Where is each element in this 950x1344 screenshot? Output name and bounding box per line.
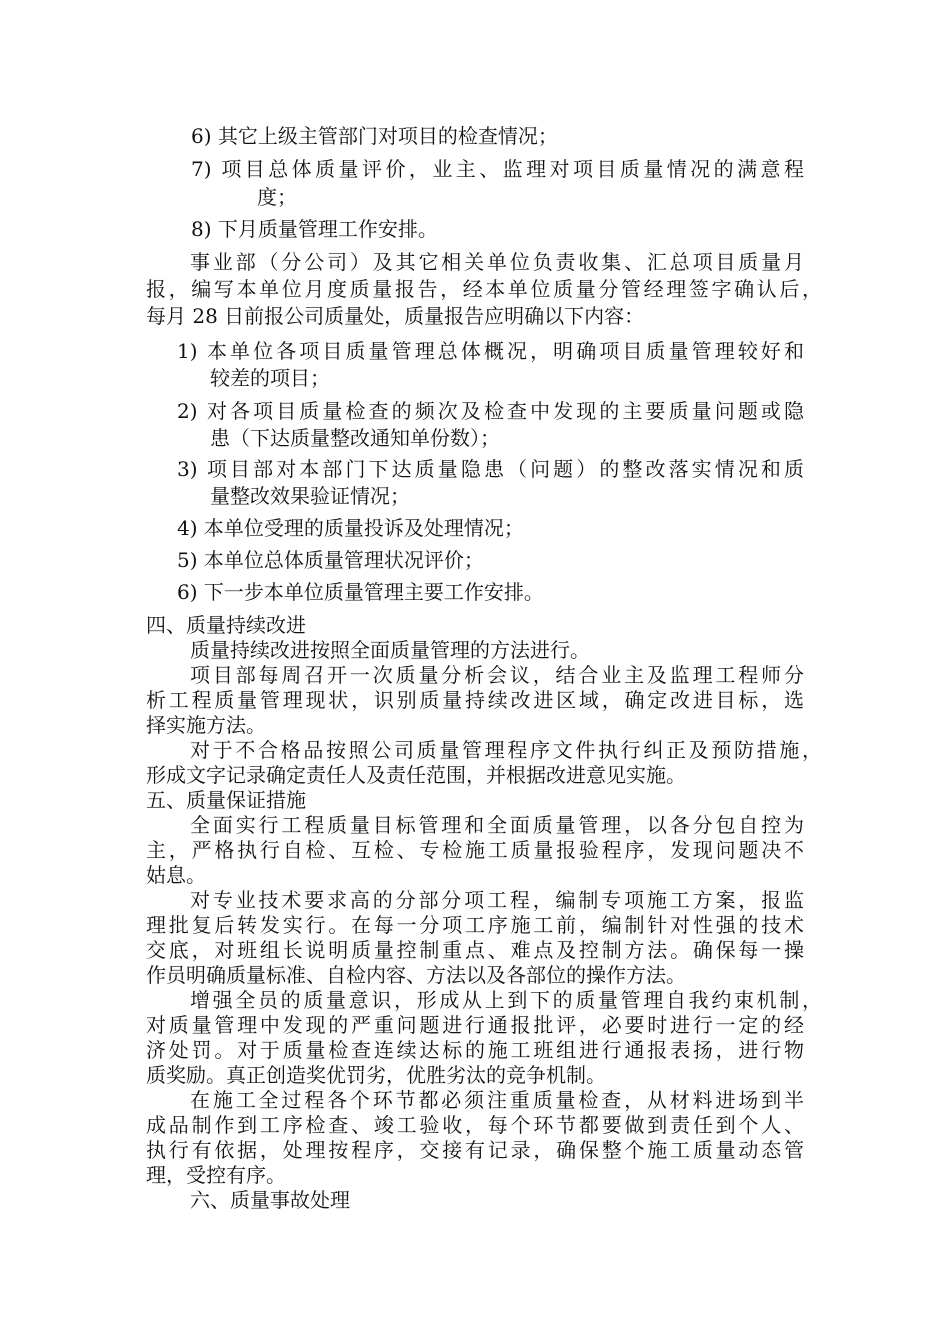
paragraph-line: 对专业技术要求高的分部分项工程，编制专项施工方案，报监	[190, 888, 804, 912]
list-item: 3) 项目部对本部门下达质量隐患（问题）的整改落实情况和质	[177, 457, 804, 481]
paragraph-line: 在施工全过程各个环节都必须注重质量检查，从材料进场到半	[190, 1088, 804, 1112]
paragraph-line: 主，严格执行自检、互检、专检施工质量报验程序，发现问题决不	[146, 838, 804, 862]
paragraph-line: 质量持续改进按照全面质量管理的方法进行。	[190, 638, 590, 662]
list-item: 1) 本单位各项目质量管理总体概况，明确项目质量管理较好和	[177, 339, 804, 363]
list-item-continuation: 量整改效果验证情况；	[210, 484, 410, 508]
paragraph-line: 项目部每周召开一次质量分析会议，结合业主及监理工程师分	[190, 663, 804, 687]
paragraph-line: 择实施方法。	[146, 713, 266, 737]
paragraph-line: 作员明确质量标准、自检内容、方法以及各部位的操作方法。	[146, 963, 686, 987]
paragraph-line: 理，受控有序。	[146, 1163, 286, 1187]
paragraph-line: 事业部（分公司）及其它相关单位负责收集、汇总项目质量月	[190, 250, 804, 274]
list-item-continuation: 度；	[257, 185, 297, 209]
paragraph-line: 对于不合格品按照公司质量管理程序文件执行纠正及预防措施，	[190, 738, 822, 762]
section-heading: 四、质量持续改进	[146, 613, 306, 637]
paragraph-line: 全面实行工程质量目标管理和全面质量管理，以各分包自控为	[190, 813, 804, 837]
list-item: 8) 下月质量管理工作安排。	[191, 217, 438, 241]
section-heading: 六、质量事故处理	[190, 1188, 350, 1212]
list-item: 7) 项目总体质量评价，业主、监理对项目质量情况的满意程	[191, 157, 804, 181]
paragraph-line: 对质量管理中发现的严重问题进行通报批评，必要时进行一定的经	[146, 1013, 804, 1037]
list-item: 5) 本单位总体质量管理状况评价；	[177, 548, 484, 572]
paragraph-line: 姑息。	[146, 863, 206, 887]
paragraph-line: 济处罚。对于质量检查连续达标的施工班组进行通报表扬，进行物	[146, 1038, 804, 1062]
paragraph-line: 理批复后转发实行。在每一分项工序施工前，编制针对性强的技术	[146, 913, 804, 937]
paragraph-line: 增强全员的质量意识，形成从上到下的质量管理自我约束机制，	[190, 988, 822, 1012]
section-heading: 五、质量保证措施	[146, 788, 306, 812]
paragraph-line: 形成文字记录确定责任人及责任范围，并根据改进意见实施。	[146, 763, 686, 787]
list-item-continuation: 较差的项目；	[210, 366, 330, 390]
paragraph-line: 每月 28 日前报公司质量处，质量报告应明确以下内容：	[146, 304, 645, 328]
paragraph-line: 成品制作到工序检查、竣工验收，每个环节都要做到责任到个人、	[146, 1113, 804, 1137]
list-item-continuation: 患（下达质量整改通知单份数）；	[210, 426, 500, 450]
paragraph-line: 交底，对班组长说明质量控制重点、难点及控制方法。确保每一操	[146, 938, 804, 962]
list-item: 2) 对各项目质量检查的频次及检查中发现的主要质量问题或隐	[177, 399, 804, 423]
paragraph-line: 执行有依据，处理按程序，交接有记录，确保整个施工质量动态管	[146, 1138, 804, 1162]
list-item: 6) 其它上级主管部门对项目的检查情况；	[191, 124, 558, 148]
list-item: 4) 本单位受理的质量投诉及处理情况；	[177, 516, 524, 540]
paragraph-line: 质奖励。真正创造奖优罚劣，优胜劣汰的竞争机制。	[146, 1063, 606, 1087]
paragraph-line: 报，编写本单位月度质量报告，经本单位质量分管经理签字确认后，	[146, 277, 822, 301]
paragraph-line: 析工程质量管理现状，识别质量持续改进区域，确定改进目标，选	[146, 688, 804, 712]
list-item: 6) 下一步本单位质量管理主要工作安排。	[177, 580, 544, 604]
